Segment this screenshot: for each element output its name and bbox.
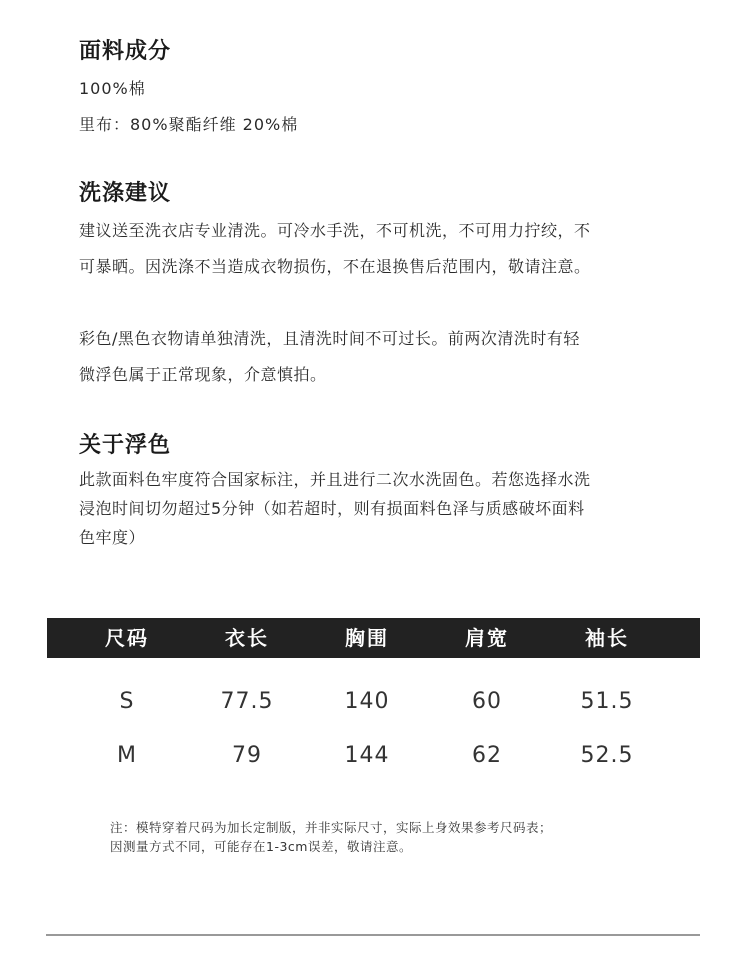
washing-line-3: 彩色/黑色衣物请单独清洗，且清洗时间不可过长。前两次清洗时有轻 bbox=[79, 329, 580, 348]
cell-chest: 140 bbox=[344, 689, 390, 714]
fading-heading: 关于浮色 bbox=[79, 433, 172, 458]
cell-sleeve: 51.5 bbox=[580, 689, 634, 714]
fading-section bbox=[79, 431, 689, 552]
fabric-heading: 面料成分 bbox=[79, 39, 172, 64]
header-sleeve: 袖长 bbox=[585, 626, 629, 650]
fading-line-3: 色牢度） bbox=[79, 528, 146, 547]
size-note bbox=[110, 818, 670, 856]
fabric-line-2: 里布：80%聚酯纤维 20%棉 bbox=[79, 115, 299, 134]
bottom-divider bbox=[46, 934, 700, 936]
cell-size: S bbox=[119, 689, 135, 714]
table-row bbox=[47, 743, 700, 768]
table-row bbox=[47, 689, 700, 714]
header-size: 尺码 bbox=[105, 626, 149, 650]
washing-line-1: 建议送至洗衣店专业清洗。可冷水手洗，不可机洗，不可用力拧绞，不 bbox=[79, 221, 591, 240]
washing-heading: 洗涤建议 bbox=[79, 181, 172, 206]
fading-line-2: 浸泡时间切勿超过5分钟（如若超时，则有损面料色泽与质感破坏面料 bbox=[79, 499, 585, 518]
washing-spacer bbox=[79, 285, 689, 321]
note-line-2: 因测量方式不同，可能存在1-3cm误差，敬请注意。 bbox=[110, 839, 412, 854]
cell-shoulder: 60 bbox=[472, 689, 502, 714]
fabric-line-1: 100%棉 bbox=[79, 79, 146, 98]
cell-sleeve: 52.5 bbox=[580, 743, 634, 768]
header-shoulder: 肩宽 bbox=[465, 626, 509, 650]
cell-chest: 144 bbox=[344, 743, 390, 768]
fabric-section bbox=[79, 37, 689, 143]
note-line-1: 注：模特穿着尺码为加长定制版，并非实际尺寸，实际上身效果参考尺码表； bbox=[110, 820, 553, 835]
cell-length: 79 bbox=[232, 743, 262, 768]
header-length: 衣长 bbox=[225, 626, 269, 650]
washing-section bbox=[79, 179, 689, 393]
fading-line-1: 此款面料色牢度符合国家标注，并且进行二次水洗固色。若您选择水洗 bbox=[79, 470, 591, 489]
cell-shoulder: 62 bbox=[472, 743, 502, 768]
size-table-header bbox=[47, 618, 700, 658]
cell-size: M bbox=[117, 743, 137, 768]
washing-line-2: 可暴晒。因洗涤不当造成衣物损伤，不在退换售后范围内，敬请注意。 bbox=[79, 257, 591, 276]
washing-line-4: 微浮色属于正常现象，介意慎拍。 bbox=[79, 365, 327, 384]
header-chest: 胸围 bbox=[345, 626, 389, 650]
cell-length: 77.5 bbox=[220, 689, 274, 714]
